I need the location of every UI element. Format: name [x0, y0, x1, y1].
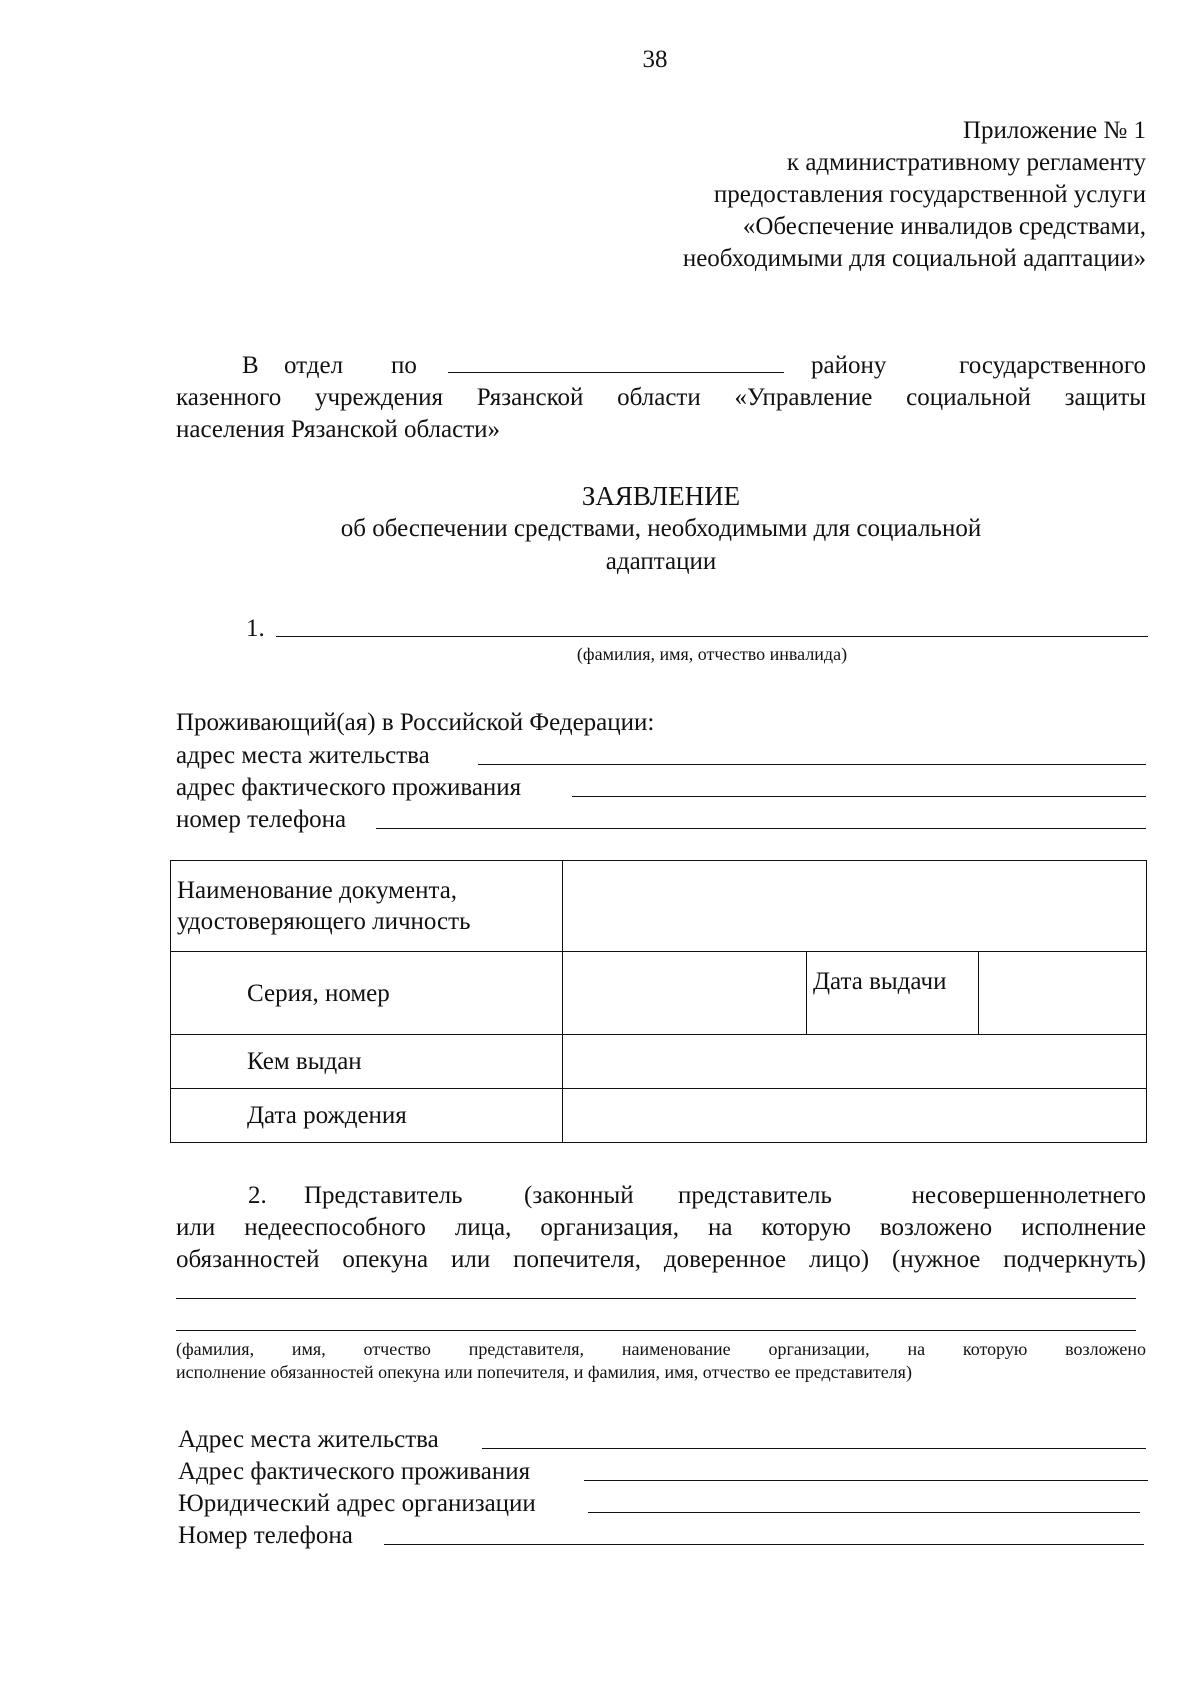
rep-fact-address-label: Адрес фактического проживания — [178, 1458, 531, 1485]
invalid-fio-line[interactable] — [276, 636, 1148, 637]
form-subtitle-1: об обеспечении средствами, необходимыми для социальной — [340, 515, 982, 542]
appendix-line-5: необходимыми для социальной адаптации» — [682, 245, 1146, 272]
series-number-value-cell[interactable] — [563, 952, 807, 1035]
reg-address-label: адрес места жительства — [176, 742, 430, 769]
issue-date-value-cell[interactable] — [979, 952, 1147, 1035]
section2-line-3: обязанностей опекуна или попечителя, доверенное лицо) (нужное подчеркнуть) — [176, 1246, 1146, 1273]
section2-word-2: (законный — [524, 1182, 634, 1209]
addressee-word-otdel: отдел — [284, 352, 344, 379]
rep-reg-address-label: Адрес места жительства — [178, 1426, 439, 1453]
addressee-line-2: казенного учреждения Рязанской области «Управление социальной защиты — [176, 384, 1146, 411]
appendix-line-3: предоставления государственной услуги — [713, 181, 1146, 208]
birth-date-label: Дата рождения — [171, 1089, 563, 1143]
addressee-word-raionu: району — [811, 352, 887, 379]
addressee-word-gos: государственного — [959, 352, 1146, 379]
table-row — [171, 1035, 1147, 1089]
section2-word-1: Представитель — [304, 1182, 463, 1209]
section2-line-2: или недееспособного лица, организация, на которую возложено исполнение — [176, 1214, 1146, 1241]
doc-name-value-cell[interactable] — [563, 861, 1147, 952]
representative-caption-1: (фамилия, имя, отчество представителя, наименование организации, на которую возложено — [176, 1339, 1146, 1359]
section2-word-3: представитель — [678, 1182, 832, 1209]
birth-date-value-cell[interactable] — [563, 1089, 1147, 1143]
representative-line-1[interactable] — [176, 1298, 1136, 1299]
form-subtitle-2: адаптации — [605, 548, 717, 575]
residing-label: Проживающий(ая) в Российской Федерации: — [176, 709, 655, 736]
appendix-header — [683, 115, 1146, 275]
district-blank-line[interactable] — [448, 372, 784, 373]
form-title: ЗАЯВЛЕНИЕ — [581, 481, 741, 511]
section2-line-1 — [176, 1180, 1146, 1212]
representative-line-2[interactable] — [176, 1330, 1136, 1331]
doc-name-label-2: удостоверяющего личность — [177, 908, 471, 935]
page-number: 38 — [642, 46, 668, 73]
issued-by-value-cell[interactable] — [563, 1035, 1147, 1089]
invalid-fio-caption: (фамилия, имя, отчество инвалида) — [576, 644, 848, 664]
fact-address-line[interactable] — [572, 796, 1146, 797]
section2-word-4: несовершеннолетнего — [911, 1182, 1146, 1209]
rep-reg-address-line[interactable] — [482, 1448, 1146, 1449]
section2-number: 2. — [248, 1182, 267, 1209]
phone-line[interactable] — [376, 828, 1146, 829]
representative-caption-2: исполнение обязанностей опекуна или попечителя, и фамилия, имя, отчество ее представителя) — [176, 1362, 912, 1382]
phone-label: номер телефона — [176, 806, 347, 833]
id-document-table — [170, 860, 1147, 1143]
rep-fact-address-line[interactable] — [584, 1480, 1148, 1481]
rep-legal-address-label: Юридический адрес организации — [178, 1490, 536, 1517]
rep-legal-address-line[interactable] — [588, 1512, 1140, 1513]
fact-address-label: адрес фактического проживания — [176, 774, 522, 801]
rep-phone-line[interactable] — [384, 1544, 1144, 1545]
issued-by-label: Кем выдан — [171, 1035, 563, 1089]
reg-address-line[interactable] — [478, 764, 1146, 765]
issue-date-label: Дата выдачи — [807, 952, 979, 1035]
table-row — [171, 861, 1147, 952]
series-number-label: Серия, номер — [171, 952, 563, 1035]
table-row — [171, 952, 1147, 1035]
addressee-line-3: населения Рязанской области» — [176, 416, 501, 443]
rep-phone-label: Номер телефона — [178, 1522, 353, 1549]
doc-name-label-cell — [171, 861, 563, 952]
appendix-line-2: к административному регламенту — [786, 149, 1146, 176]
appendix-line-1: Приложение № 1 — [962, 117, 1146, 144]
addressee-word-v: В — [242, 352, 259, 379]
section1-number: 1. — [246, 615, 265, 642]
addressee-word-po: по — [391, 352, 417, 379]
table-row — [171, 1089, 1147, 1143]
appendix-line-4: «Обеспечение инвалидов средствами, — [742, 213, 1146, 240]
doc-name-label-1: Наименование документа, — [177, 877, 458, 904]
